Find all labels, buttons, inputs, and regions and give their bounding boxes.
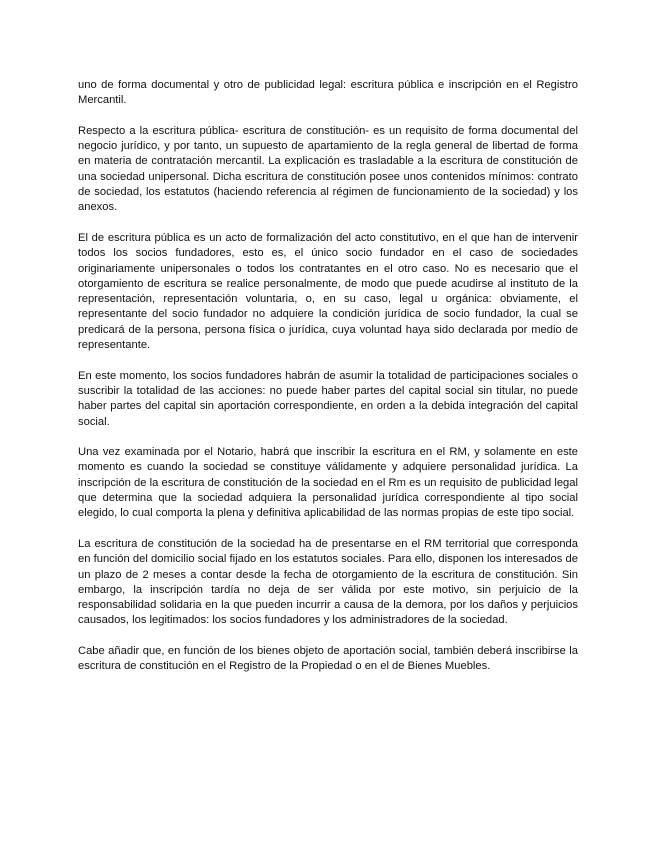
paragraph-6: La escritura de constitución de la sociedad ha de presentarse en el RM territorial que corresponda en función del domicilio social fijado en los estatutos sociales. Para ello, disponen los interesados de un plazo de 2 meses a contar desde la fecha de otorgamiento de la escritura de constitución. Sin embargo, la inscripción tardía no deja de ser válida por este motivo, sin perjuicio de la responsabilidad solidaria en la que pueden incurrir a causa de la demora, por los daños y perjuicios causados, los legitimados: los socios fundadores y los administradores de la sociedad. bbox=[78, 537, 578, 627]
paragraph-1: uno de forma documental y otro de publicidad legal: escritura pública e inscripción en el Registro Mercantil. bbox=[78, 79, 578, 107]
paragraph-4: En este momento, los socios fundadores habrán de asumir la totalidad de participaciones sociales o suscribir la totalidad de las acciones: no puede haber partes del capital social sin titular, no puede haber partes del capital sin aportación correspondiente, en orden a la debida integración del capital social. bbox=[78, 369, 578, 428]
paragraph-2: Respecto a la escritura pública- escritura de constitución- es un requisito de forma documental del negocio jurídico, y por tanto, un supuesto de apartamiento de la regla general de libertad de forma en materia de contratación mercantil. La explicación es trasladable a la escritura de constitución de una sociedad unipersonal. Dicha escritura de constitución posee unos contenidos mínimos: contrato de sociedad, los estatutos (haciendo referencia al régimen de funcionamiento de la sociedad) y los anexos. bbox=[78, 124, 578, 214]
paragraph-7: Cabe añadir que, en función de los bienes objeto de aportación social, también deberá inscribirse la escritura de constitución en el Registro de la Propiedad o en el de Bienes Muebles. bbox=[78, 644, 578, 673]
paragraph-3: El de escritura pública es un acto de formalización del acto constitutivo, en el que han de intervenir todos los socios fundadores, esto es, el único socio fundador en el caso de sociedades originariamente unipersonales o todos los contratantes en el otro caso. No es necesario que el otorgamiento de escritura se realice personalmente, de modo que puede acudirse al instituto de la representación, representación voluntaria, o, en su caso, legal u orgánica: obviamente, el representante del socio fundador no adquiere la condición jurídica de socio fundador, la cual se predicará de la persona, persona física o jurídica, cuya voluntad haya sido declarada por medio de representante. bbox=[78, 231, 578, 352]
document-page bbox=[78, 78, 578, 690]
paragraph-5: Una vez examinada por el Notario, habrá que inscribir la escritura en el RM, y solamente en este momento es cuando la sociedad se constituye válidamente y adquiere personalidad jurídica. La inscripción de la escritura de constitución de la sociedad en el Rm es un requisito de publicidad legal que determina que la sociedad adquiera la personalidad jurídica correspondiente al tipo social elegido, lo cual comporta la plena y definitiva aplicabilidad de las normas propias de este tipo social. bbox=[78, 446, 578, 520]
